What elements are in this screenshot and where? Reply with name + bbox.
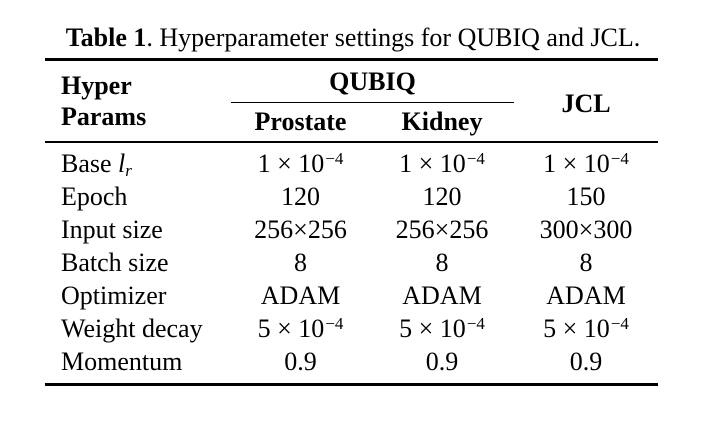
caption-text: . Hyperparameter settings for QUBIQ and JCL. xyxy=(146,23,641,52)
row-label-batch-size: Batch size xyxy=(61,247,169,277)
table-header xyxy=(45,58,658,143)
cell-exponent: −4 xyxy=(466,313,485,333)
cell-mantissa: 5 × 10 xyxy=(257,313,325,343)
row-label-optimizer: Optimizer xyxy=(61,280,167,310)
table-row-epoch xyxy=(45,180,658,213)
header-qubiq-subcolumns xyxy=(231,103,514,141)
header-group-qubiq xyxy=(231,61,514,141)
caption-label: Table 1 xyxy=(65,23,147,52)
cell-mantissa: 1 × 10 xyxy=(543,148,610,178)
cell-mantissa: 1 × 10 xyxy=(257,148,325,178)
header-hyper-params xyxy=(45,61,231,141)
cell-exponent: −4 xyxy=(610,148,629,168)
row-label-epoch: Epoch xyxy=(61,181,128,211)
row-label-input-size: Input size xyxy=(61,214,163,244)
table-cell: ADAM xyxy=(546,280,626,310)
math-sub-r: r xyxy=(125,160,132,180)
hyperparameter-table xyxy=(45,58,658,386)
header-kidney: Kidney xyxy=(401,107,483,136)
header-prostate: Prostate xyxy=(254,107,347,136)
cell-exponent: −4 xyxy=(325,148,344,168)
math-var-l: l xyxy=(118,148,126,178)
row-label-base-lr xyxy=(45,149,231,179)
table-cell xyxy=(514,314,658,344)
table-cell: 256×256 xyxy=(395,214,489,244)
cell-exponent: −4 xyxy=(325,313,344,333)
cell-mantissa: 5 × 10 xyxy=(399,313,466,343)
table-cell xyxy=(231,149,370,179)
table-row-batch-size xyxy=(45,246,658,279)
table-cell: 256×256 xyxy=(254,214,347,244)
table-cell: 0.9 xyxy=(569,346,603,376)
table-cell: 8 xyxy=(294,247,307,277)
table-cell: 8 xyxy=(435,247,449,277)
table-caption xyxy=(0,23,706,53)
table-row-momentum xyxy=(45,345,658,378)
table-cell: ADAM xyxy=(260,280,341,310)
row-label-momentum: Momentum xyxy=(61,346,183,376)
table-cell: 0.9 xyxy=(425,346,459,376)
cell-mantissa: 5 × 10 xyxy=(543,313,610,343)
table-cell: 0.9 xyxy=(284,346,317,376)
cell-exponent: −4 xyxy=(466,148,485,168)
header-hyper-line2: Params xyxy=(61,102,147,131)
label-text: Base xyxy=(61,148,119,178)
table-cell xyxy=(370,314,514,344)
cell-exponent: −4 xyxy=(610,313,629,333)
table-row-base-lr xyxy=(45,147,658,180)
cell-mantissa: 1 × 10 xyxy=(399,148,466,178)
table-row-weight-decay xyxy=(45,312,658,345)
table-cell: 300×300 xyxy=(539,214,633,244)
table-cell: 8 xyxy=(579,247,593,277)
header-jcl: JCL xyxy=(561,89,611,118)
table-cell xyxy=(231,314,370,344)
table-cell xyxy=(514,149,658,179)
table-row-input-size xyxy=(45,213,658,246)
header-hyper-line1: Hyper xyxy=(61,71,132,100)
table-cell xyxy=(370,149,514,179)
row-label-weight-decay: Weight decay xyxy=(61,313,203,343)
table-row-optimizer xyxy=(45,279,658,312)
table-cell: 120 xyxy=(281,181,320,211)
table-cell: ADAM xyxy=(402,280,482,310)
header-qubiq-label: QUBIQ xyxy=(231,61,514,103)
table-cell: 120 xyxy=(422,181,462,211)
table-body xyxy=(45,143,658,386)
table-cell: 150 xyxy=(566,181,606,211)
